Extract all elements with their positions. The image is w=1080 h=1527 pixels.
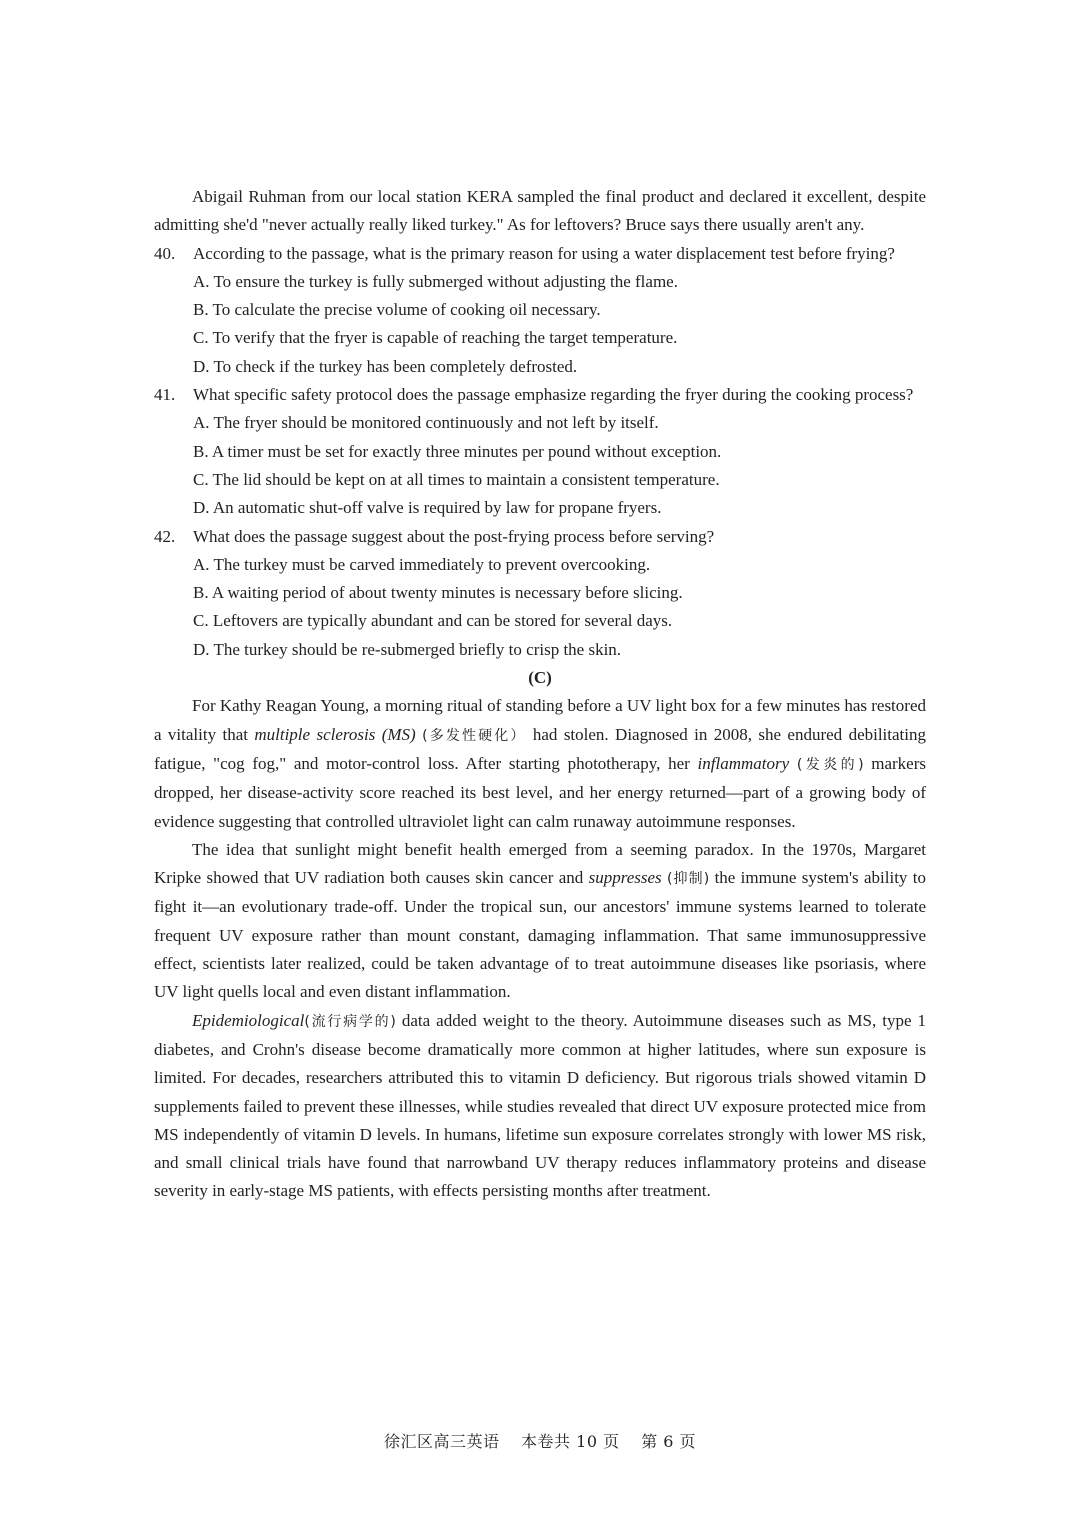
question-stem: According to the passage, what is the primary reason for using a water displacement test before frying? bbox=[193, 243, 895, 263]
text-run: For Kathy Reagan Young, a morning ritual of standing before a UV light box for a few minutes has restored a vitality that bbox=[154, 696, 926, 744]
question-41 bbox=[154, 381, 926, 522]
question-number: 42. bbox=[154, 526, 176, 546]
option-c: C. To verify that the fryer is capable of reaching the target temperature. bbox=[193, 328, 678, 348]
text-run: data added weight to the theory. Autoimmune diseases such as MS, type 1 diabetes, and Crohn's disease become dramatically more common at higher latitudes, where sun exposure is limited. For decades, researchers attributed this to vitamin D deficiency. But rigorous trials showed vitamin D supplements failed to prevent these illnesses, while studies revealed that direct UV exposure protected mice from MS independently of vitamin D levels. In humans, lifetime sun exposure correlates strongly with lower MS risk, and small clinical trials have found that narrowband UV therapy reduces inflammatory proteins and disease severity in early-stage MS patients, with effects persisting months after treatment. bbox=[154, 1010, 926, 1201]
question-number: 41. bbox=[154, 385, 176, 405]
option-b: B. A timer must be set for exactly three minutes per pound without exception. bbox=[193, 441, 722, 461]
option-d: D. An automatic shut-off valve is required by law for propane fryers. bbox=[193, 498, 662, 518]
term-multiple-sclerosis: multiple sclerosis (MS) bbox=[254, 724, 416, 744]
option-c: C. Leftovers are typically abundant and can be stored for several days. bbox=[193, 611, 673, 631]
question-number: 40. bbox=[154, 243, 176, 263]
footer-total-pages: 本卷共 10 页 bbox=[521, 1432, 620, 1451]
option-d: D. To check if the turkey has been completely defrosted. bbox=[193, 356, 578, 376]
term-epidemiological: Epidemiological bbox=[192, 1010, 305, 1030]
option-a: A. To ensure the turkey is fully submerged without adjusting the flame. bbox=[193, 271, 678, 291]
page-footer bbox=[0, 1429, 1080, 1452]
option-c: C. The lid should be kept on at all times to maintain a consistent temperature. bbox=[193, 469, 720, 489]
option-d: D. The turkey should be re-submerged briefly to crisp the skin. bbox=[193, 639, 622, 659]
option-b: B. A waiting period of about twenty minutes is necessary before slicing. bbox=[193, 583, 683, 603]
paragraph-paradox bbox=[154, 836, 926, 1007]
option-b: B. To calculate the precise volume of cooking oil necessary. bbox=[193, 300, 601, 320]
paragraph-kathy bbox=[154, 692, 926, 835]
gloss-chinese: (多发性硬化） bbox=[422, 727, 527, 744]
gloss-chinese: (抑制) bbox=[667, 871, 710, 888]
option-a: A. The turkey must be carved immediately to prevent overcooking. bbox=[193, 554, 651, 574]
term-suppresses: suppresses bbox=[588, 868, 662, 888]
paragraph-abigail: Abigail Ruhman from our local station KERA sampled the final product and declared it excellent, despite admitting she'd "never actually really liked turkey." As for leftovers? Bruce says there usually aren't any. bbox=[154, 187, 926, 235]
footer-exam-title: 徐汇区高三英语 bbox=[383, 1432, 500, 1451]
option-a: A. The fryer should be monitored continuously and not left by itself. bbox=[193, 413, 659, 433]
gloss-chinese: (流行病学的) bbox=[304, 1013, 396, 1030]
term-inflammatory: inflammatory bbox=[697, 753, 790, 773]
section-c-heading: (C) bbox=[528, 668, 552, 688]
question-stem: What specific safety protocol does the passage emphasize regarding the fryer during the cooking process? bbox=[193, 385, 914, 405]
options-list bbox=[154, 268, 926, 381]
text-run: had stolen. Diagnosed in 2008, she endured debilitating fatigue, "cog fog," and motor-control loss. After starting phototherapy, her bbox=[154, 724, 926, 773]
question-42 bbox=[154, 523, 926, 664]
question-40 bbox=[154, 240, 926, 381]
gloss-chinese: (发炎的) bbox=[796, 756, 864, 773]
document-body bbox=[154, 183, 926, 1206]
footer-page-number: 第 6 页 bbox=[641, 1432, 697, 1451]
text-run: markers dropped, her disease-activity score reached its best level, and her energy returned—part of a growing body of evidence suggesting that controlled ultraviolet light can calm runaway autoimmune responses. bbox=[154, 753, 926, 831]
text-run: The idea that sunlight might benefit health emerged from a seeming paradox. In the 1970s, Margaret Kripke showed that UV radiation both causes skin cancer and bbox=[154, 839, 926, 888]
options-list bbox=[154, 551, 926, 664]
question-stem: What does the passage suggest about the post-frying process before serving? bbox=[193, 526, 715, 546]
paragraph-epidemiological bbox=[154, 1007, 926, 1206]
options-list bbox=[154, 409, 926, 522]
text-run: the immune system's ability to fight it—an evolutionary trade-off. Under the tropical sun, our ancestors' immune systems learned to tolerate frequent UV exposure rather than mount constant, damaging inflammation. That same immunosuppressive effect, scientists later realized, could be taken advantage of to treat autoimmune diseases like psoriasis, where UV light quells local and even distant inflammation. bbox=[154, 868, 927, 1002]
